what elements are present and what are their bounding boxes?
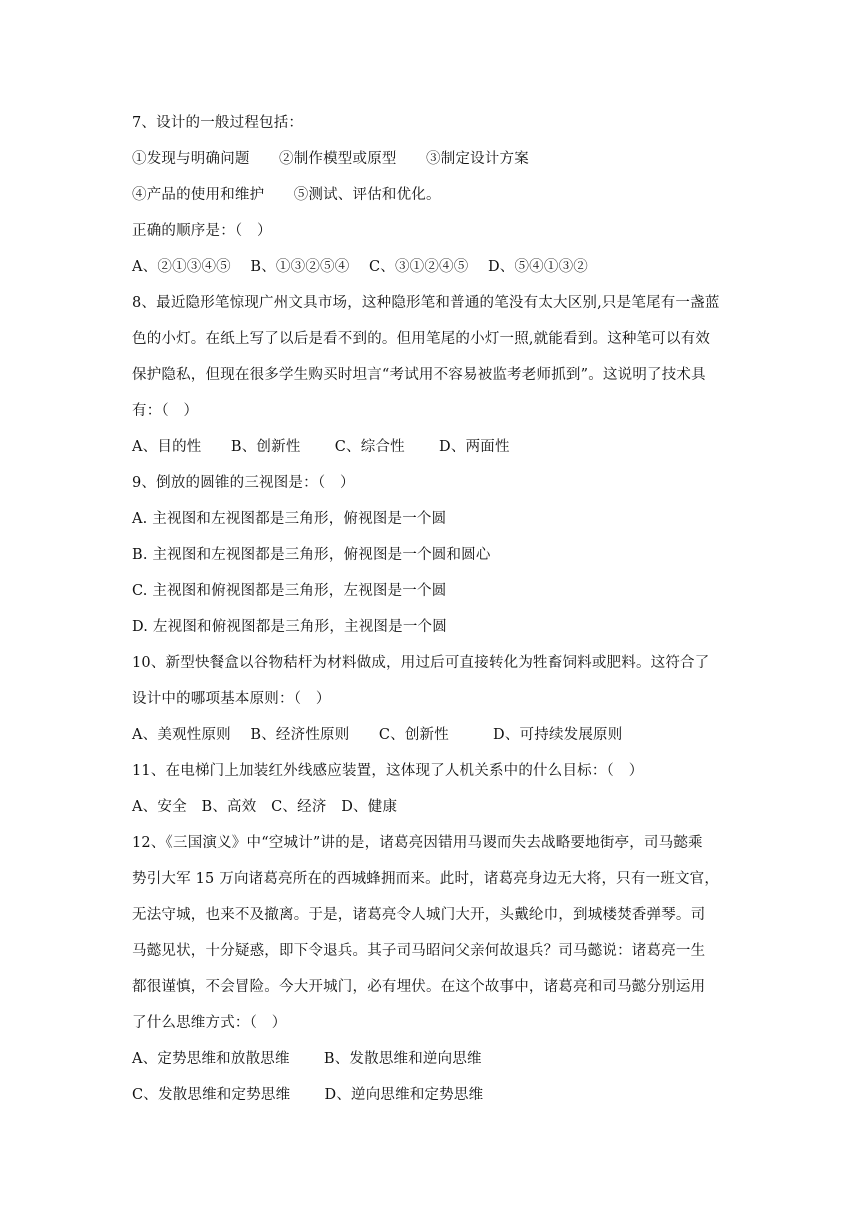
question-9-stem: 9、倒放的圆锥的三视图是：（ ） — [132, 475, 355, 491]
question-11-stem: 11、在电梯门上加装红外线感应装置，这体现了人机关系中的什么目标：（ ） — [132, 763, 644, 779]
question-10-line-1: 10、新型快餐盒以谷物秸杆为材料做成，用过后可直接转化为牲畜饲料或肥料。这符合了 — [132, 655, 710, 671]
question-7-prompt: 正确的顺序是：（ ） — [132, 223, 272, 239]
question-9-option-b: B. 主视图和左视图都是三角形，俯视图是一个圆和圆心 — [132, 547, 491, 563]
question-12-options-line-2: C、发散思维和定势思维 D、逆向思维和定势思维 — [132, 1087, 484, 1103]
question-8-line-4: 有：（ ） — [132, 403, 199, 419]
question-12-line-1: 12、《三国演义》中“空城计”讲的是，诸葛亮因错用马谡而失去战略要地街亭，司马懿乘 — [132, 835, 703, 851]
question-11-options: A、安全 B、高效 C、经济 D、健康 — [132, 799, 398, 815]
question-7-options: A、②①③④⑤ B、①③②⑤④ C、③①②④⑤ D、⑤④①③② — [132, 259, 588, 275]
question-9-option-a: A. 主视图和左视图都是三角形，俯视图是一个圆 — [132, 511, 447, 527]
question-10-options: A、美观性原则 B、经济性原则 C、创新性 D、可持续发展原则 — [132, 727, 623, 743]
question-8-line-3: 保护隐私，但现在很多学生购买时坦言“考试用不容易被监考老师抓到”。这说明了技术具 — [132, 367, 706, 383]
question-8-options: A、目的性 B、创新性 C、综合性 D、两面性 — [132, 439, 510, 455]
question-12-line-5: 都很谨慎，不会冒险。今大开城门，必有埋伏。在这个故事中，诸葛亮和司马懿分别运用 — [132, 979, 706, 995]
question-12-line-3: 无法守城，也来不及撤离。于是，诸葛亮令人城门大开，头戴纶巾，到城楼焚香弹琴。司 — [132, 907, 706, 923]
question-12-line-6: 了什么思维方式：（ ） — [132, 1015, 287, 1031]
question-9-option-d: D. 左视图和俯视图都是三角形，主视图是一个圆 — [132, 619, 447, 635]
question-12-line-4: 马懿见状，十分疑惑，即下令退兵。其子司马昭问父亲何故退兵？司马懿说：诸葛亮一生 — [132, 943, 706, 959]
question-7-stem: 7、设计的一般过程包括： — [132, 115, 304, 131]
question-12-options-line-1: A、定势思维和放散思维 B、发散思维和逆向思维 — [132, 1051, 482, 1067]
document-body — [132, 105, 732, 1113]
question-8-line-1: 8、最近隐形笔惊现广州文具市场，这种隐形笔和普通的笔没有太大区别,只是笔尾有一盏蓝 — [132, 295, 720, 311]
question-9-option-c: C. 主视图和俯视图都是三角形，左视图是一个圆 — [132, 583, 447, 599]
question-10-line-2: 设计中的哪项基本原则：（ ） — [132, 691, 331, 707]
question-7-steps-line-1: ①发现与明确问题 ②制作模型或原型 ③制定设计方案 — [132, 151, 529, 167]
question-7-steps-line-2: ④产品的使用和维护 ⑤测试、评估和优化。 — [132, 187, 441, 203]
question-12-line-2: 势引大军 15 万向诸葛亮所在的西城蜂拥而来。此时，诸葛亮身边无大将，只有一班文官， — [132, 871, 720, 887]
question-8-line-2: 色的小灯。在纸上写了以后是看不到的。但用笔尾的小灯一照,就能看到。这种笔可以有效 — [132, 331, 711, 347]
